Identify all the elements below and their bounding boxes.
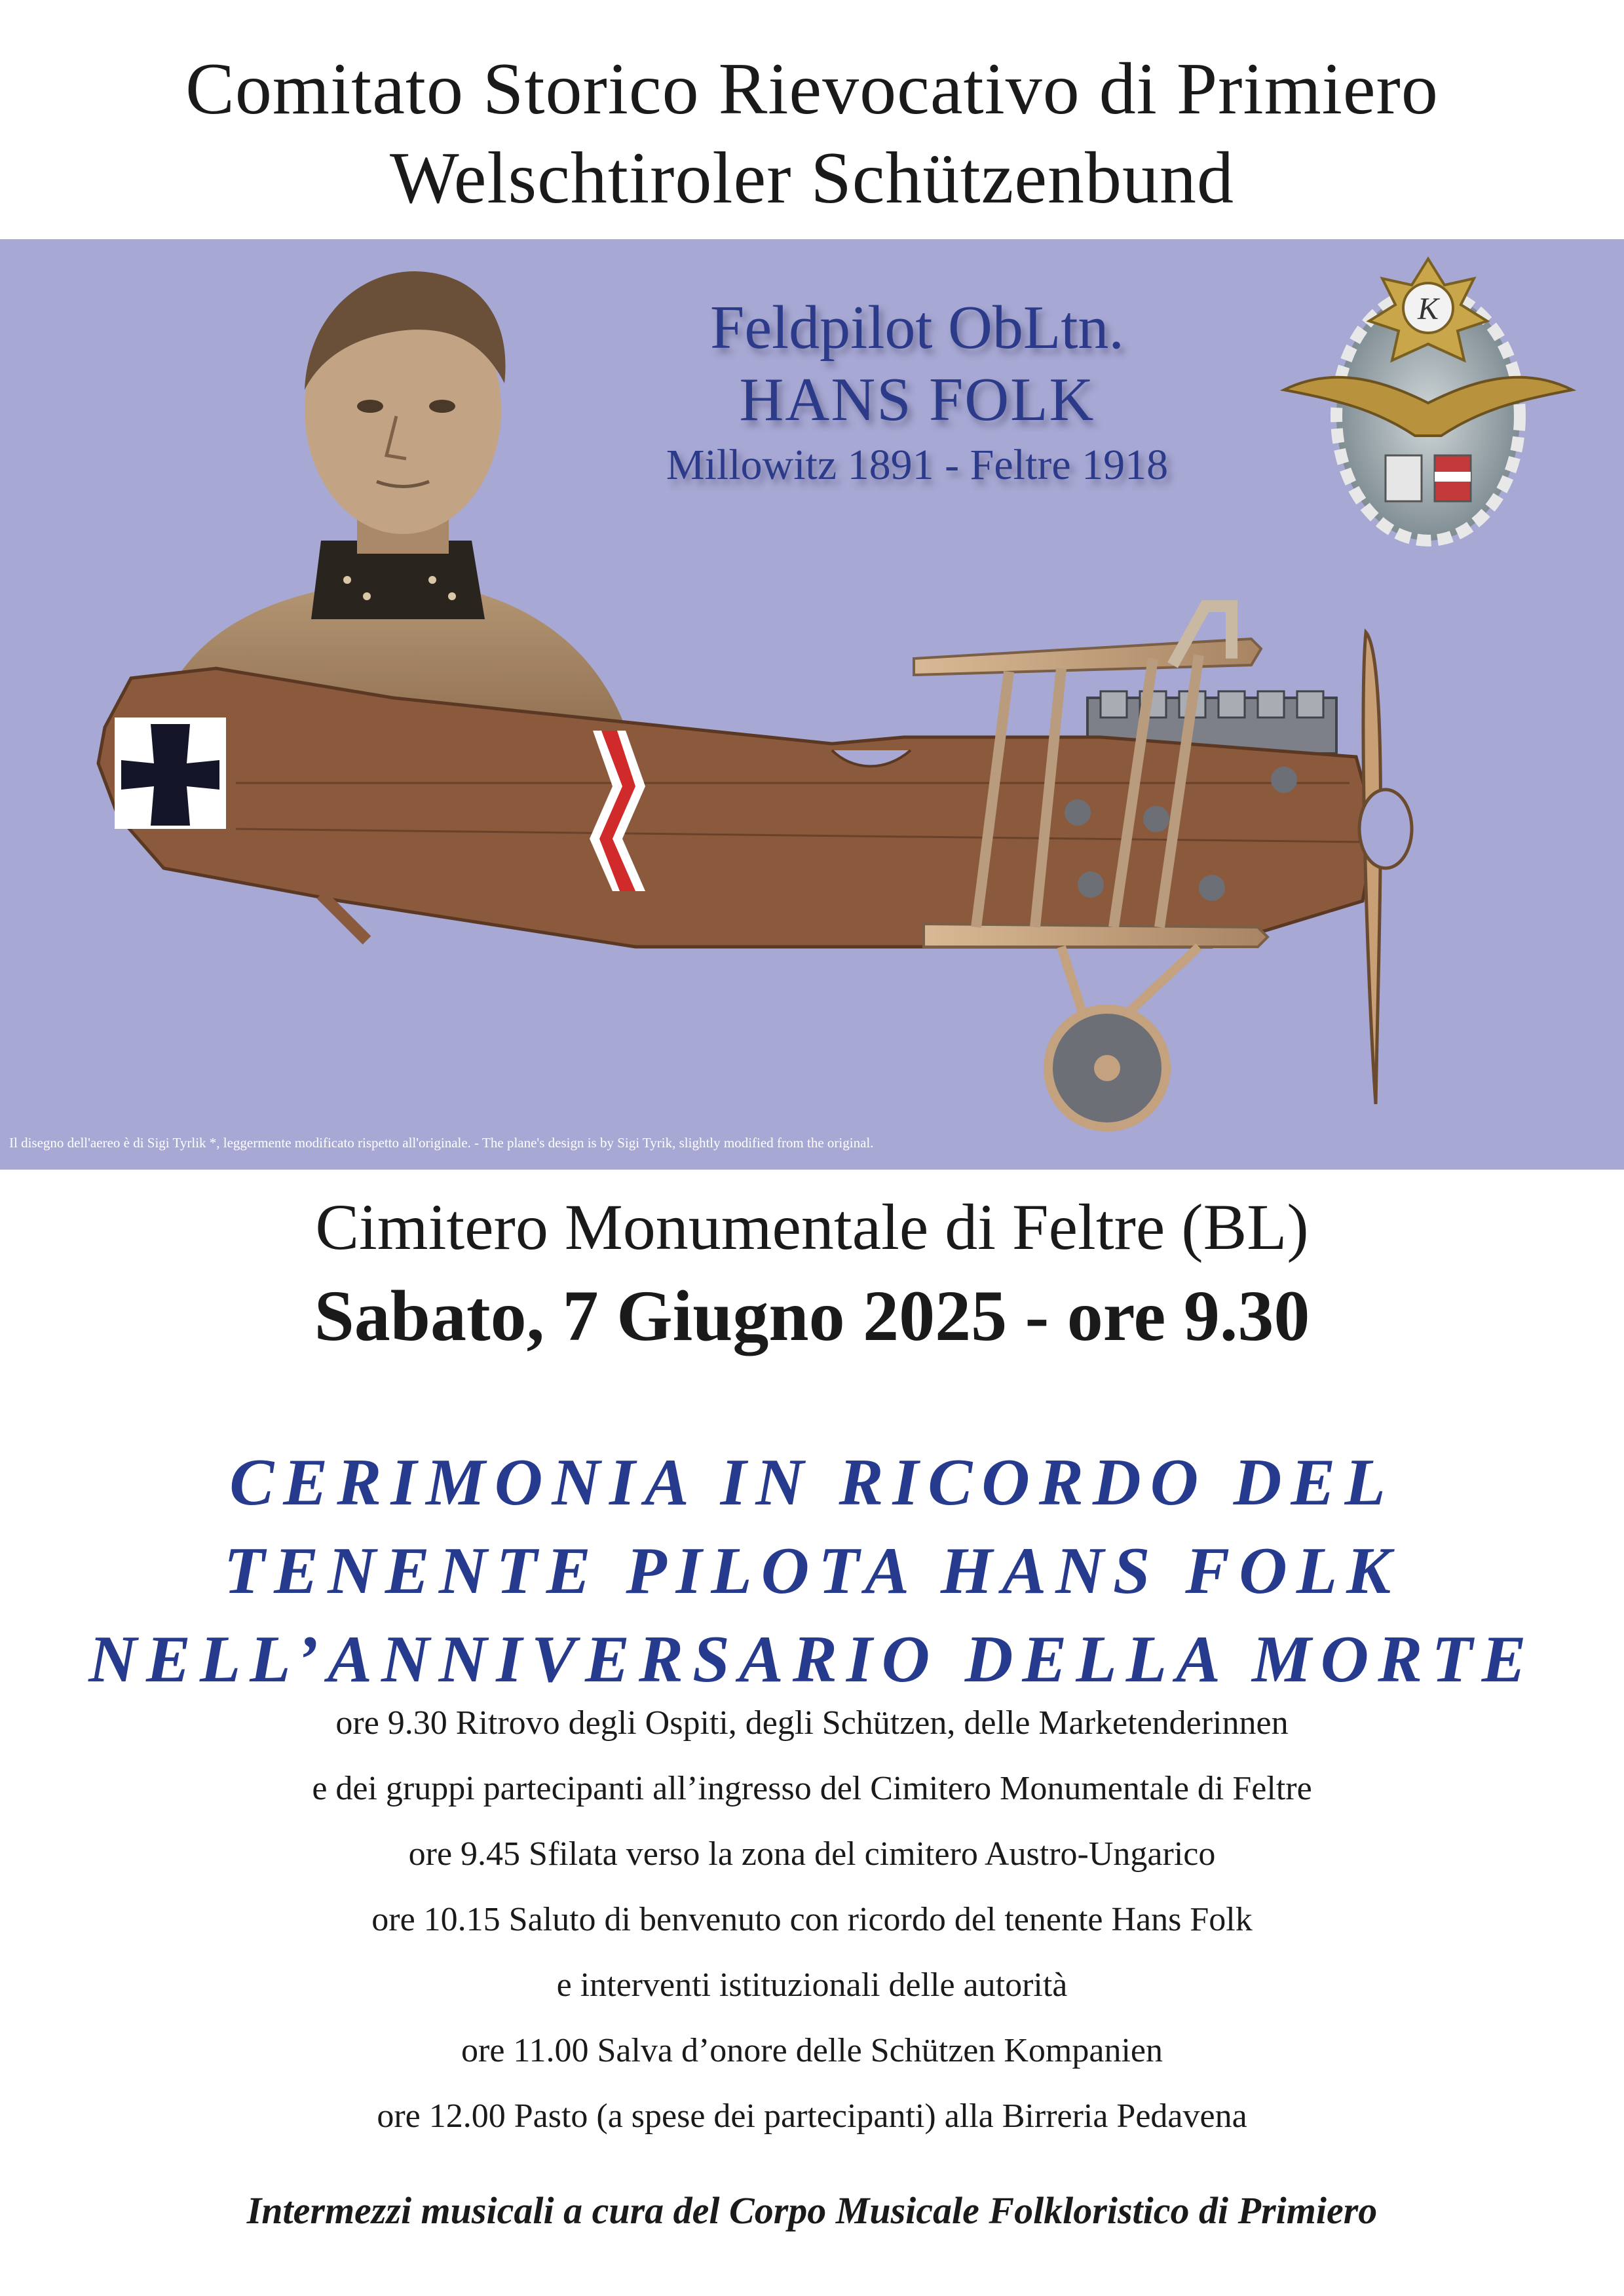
program-line: ore 9.45 Sfilata verso la zona del cimitero Austro-Ungarico bbox=[408, 1835, 1216, 1873]
program-line: ore 12.00 Pasto (a spese dei partecipanti) alla Birreria Pedavena bbox=[377, 2097, 1247, 2135]
ceremony-title-line: TENENTE PILOTA HANS FOLK bbox=[223, 1534, 1401, 1608]
pilot-life-dates: Millowitz 1891 - Feltre 1918 bbox=[666, 441, 1169, 489]
organizer-title-2: Welschtiroler Schützenbund bbox=[389, 138, 1235, 219]
pilot-rank: Feldpilot ObLtn. bbox=[710, 294, 1124, 362]
ceremony-title-line: CERIMONIA IN RICORDO DEL bbox=[229, 1445, 1395, 1520]
event-date-time: Sabato, 7 Giugno 2025 - ore 9.30 bbox=[314, 1276, 1310, 1356]
ceremony-title-line: NELL’ANNIVERSARIO DELLA MORTE bbox=[88, 1622, 1536, 1696]
commemorative-banner bbox=[0, 239, 1624, 1170]
pilot-name: HANS FOLK bbox=[739, 366, 1095, 434]
event-venue: Cimitero Monumentale di Feltre (BL) bbox=[315, 1191, 1309, 1263]
event-program bbox=[0, 1691, 1624, 2149]
pilot-title-block bbox=[590, 292, 1245, 495]
organizer-title-1: Comitato Storico Rievocativo di Primiero bbox=[185, 48, 1439, 130]
music-credit: Intermezzi musicali a cura del Corpo Musicale Folkloristico di Primiero bbox=[246, 2189, 1378, 2232]
program-line: ore 9.30 Ritrovo degli Ospiti, degli Schützen, delle Marketenderinnen bbox=[335, 1704, 1289, 1742]
illustration-credit: Il disegno dell'aereo è di Sigi Tyrlik *, leggermente modificato rispetto all'originale. - The plane's design is by Sigi Tyrik, slightly modified from the original. bbox=[9, 1135, 874, 1151]
badge-monogram: K bbox=[1417, 292, 1439, 326]
program-line: ore 11.00 Salva d’onore delle Schützen Kompanien bbox=[461, 2032, 1163, 2069]
program-line: e interventi istituzionali delle autorità bbox=[556, 1966, 1068, 2004]
ceremony-title bbox=[0, 1438, 1624, 1704]
program-line: e dei gruppi partecipanti all’ingresso del Cimitero Monumentale di Feltre bbox=[312, 1770, 1312, 1807]
program-line: ore 10.15 Saluto di benvenuto con ricordo del tenente Hans Folk bbox=[371, 1901, 1253, 1938]
biplane-illustration bbox=[98, 606, 1412, 1127]
